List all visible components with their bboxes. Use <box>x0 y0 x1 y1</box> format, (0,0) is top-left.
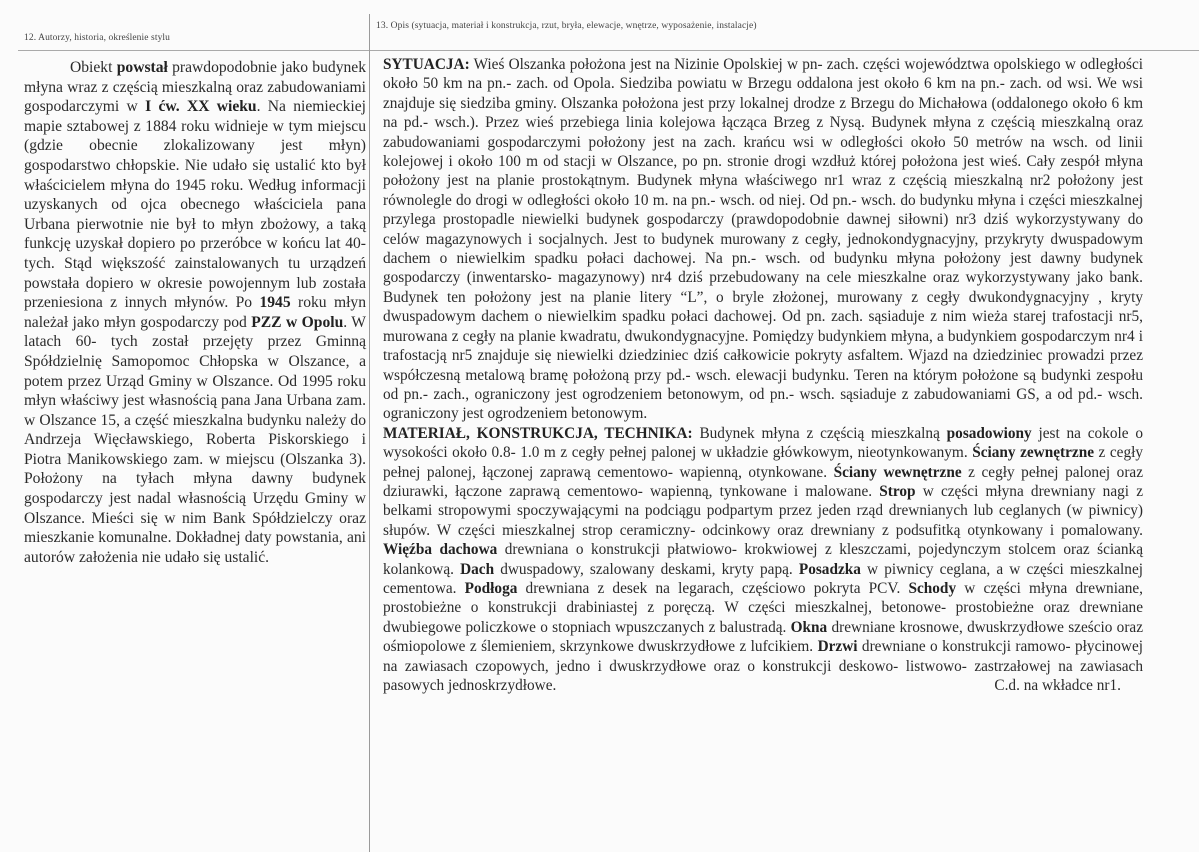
text-run: drewniane o konstrukcji ramowo- płycinowej na zawiasach czopowych, jedno i dwuskrzydłowe oraz o konstrukcji deskowo- listwowo- zastrzałowej na zawiasach pasowych jednoskrzydłowe. <box>383 638 1143 694</box>
bold-term: Więźba dachowa <box>383 541 498 559</box>
text-run: . Na niemieckiej mapie sztabowej z 1884 roku widnieje w tym miejscu (gdzie obecnie zlokalizowany jest młyn) gospodarstwo chłopskie. Nie udało się ustalić kto był właścicielem młyna do 1945 roku. Według informacji uzyskanych od ojca obecnego właściciela pana Urbana pierwotnie nie był to młyn zbożowy, a taką funkcję uzyskał dopiero po przeróbce w końcu lat 40- tych. Stąd większość zainstalowanych tu urządzeń powstała dopiero w okresie powojennym lub została przeniesiona z innych młynów. Po <box>24 98 366 312</box>
section-heading: MATERIAŁ, KONSTRUKCJA, TECHNIKA: <box>383 424 693 442</box>
right-section-header: 13. Opis (sytuacja, materiał i konstrukcja, rzut, bryła, elewacje, wnętrze, wyposażenie, instalacje) <box>376 21 757 31</box>
section-heading: SYTUACJA: <box>383 56 470 73</box>
text-run: z cegły pełnej palonej, łączonej zaprawą cementowo- wapienną, otynkowane. <box>383 444 1143 481</box>
history-section <box>24 58 366 567</box>
text-run: dwuspadowy, szalowany deskami, kryty papą. <box>494 560 799 578</box>
text-run: prawdopodobnie jako budynek młyna wraz z częścią mieszkalną oraz zabudowaniami gospodarczymi w <box>24 59 367 116</box>
bold-term: Schody <box>908 579 957 597</box>
bold-term: posadowiony <box>946 424 1032 442</box>
description-section <box>383 55 1143 696</box>
sytuacja-paragraph <box>383 55 1143 424</box>
bold-term: Posadzka <box>798 560 861 578</box>
text-run: w części młyna drewniane, prostobieżne o konstrukcji drabiniastej z poręczą. W części mieszkalnej, betonowe- prostobieżne oraz drewniane dwubiegowe policzkowe o stopniach wpuszczanych z balustradą. <box>383 579 1144 636</box>
bold-term: I ćw. XX wieku <box>145 98 257 116</box>
text-run: drewniana z desek na legarach, częściowo pokryta PCV. <box>517 579 909 597</box>
bold-term: Ściany zewnętrzne <box>972 444 1094 462</box>
text-run: jest na cokole o wysokości około 0.8- 1.0 m z cegły pełnej palonej w układzie główkowym, nieotynkowanym. <box>383 424 1143 462</box>
text-run: drewniane krosnowe, dwuskrzydłowe sześcio oraz ośmiopolowe z ślemieniem, skrzynkowe dwuskrzydłowe z lufcikiem. <box>383 618 1144 656</box>
bold-term: Okna <box>790 618 828 636</box>
text-run: w części młyna drewniany nagi z belkami stropowymi spoczywającymi na podciągu podpartym przez jeden rząd drewnianych lub ceglanych (w piwnicy) słupów. W części mieszkalnej strop ceramiczny- odcinkowy oraz drewniany z podsufitką otynkowany i pomalowany. <box>383 482 1143 539</box>
column-divider <box>369 14 370 852</box>
text-run: drewniana o konstrukcji płatwiowo- krokwiowej z kleszczami, pojedynczym stolcem oraz ścianką kolankową. <box>383 541 1143 578</box>
bold-term: Ściany wewnętrzne <box>833 463 962 481</box>
right-header-divider <box>370 50 1199 51</box>
bold-term: Dach <box>460 560 495 578</box>
bold-term: Podłoga <box>464 579 518 597</box>
text-run: Obiekt <box>70 59 117 76</box>
bold-term: Strop <box>879 482 916 500</box>
text-run: w piwnicy ceglana, a w części mieszkalnej cementowa. <box>383 560 1143 597</box>
material-paragraph <box>383 424 1143 696</box>
text-run: Budynek młyna z częścią mieszkalną <box>692 424 947 442</box>
bold-term: PZZ w Opolu <box>251 313 344 331</box>
left-section-header: 12. Autorzy, historia, określenie stylu <box>24 33 171 43</box>
history-paragraph <box>24 58 366 567</box>
text-run: . W latach 60- tych został przejęty przez Gminną Spółdzielnię Samopomoc Chłopska w Olszance, a potem przez Urząd Gminy w Olszance. Od 1995 roku młyn właściwy jest własnością pana Jana Urbana zam. w Olszance 15, a część mieszkalna budynku należy do Andrzeja Więcławskiego, Roberta Piskorskiego i Piotra Manikowskiego zam. w miejscu (Olszanka 3). Położony na tyłach młyna dawny budynek gospodarczy jest nadal własnością Urzędu Gminy w Olszance. Mieści się w nim Bank Spółdzielczy oraz mieszkanie komunalne. Dokładnej daty powstania, ani autorów założenia nie udało się ustalić. <box>24 313 366 566</box>
text-run: z cegły pełnej palonej oraz dziurawki, łączone zaprawą cementowo- wapienną, tynkowane i malowane. <box>383 463 1143 500</box>
continuation-note: C.d. na wkładce nr1. <box>994 677 1121 695</box>
bold-term: 1945 <box>259 294 291 312</box>
text-run: Wieś Olszanka położona jest na Nizinie Opolskiej w pn- zach. części województwa opolskiego w odległości około 50 km na pn.- zach. od Opola. Siedziba powiatu w Brzegu oddalona jest około 6 km na pn.- zach. od wsi. We wsi znajduje się siedziba gminy. Olszanka położona jest przy lokalnej drodze z Brzegu do Michałowa (oddalonego około 6 km na pd.- wsch.). Przez wieś przebiega linia kolejowa łącząca Brzeg z Nysą. Budynek młyna z częścią mieszkalną oraz zabudowaniami gospodarczymi położony jest na zach. krańcu wsi w odległości około 50 metrów na wsch. od linii kolejowej i około 100 m od stacji w Olszance, po pn. stronie drogi wzdłuż której położona jest wieś. Cały zespół młyna położony jest na planie prostokątnym. Budynek młyna właściwego nr1 wraz z częścią mieszkalną nr2 położony jest równolegle do drogi w odległości około 10 m. na pn.- wsch. od niej. Od pn.- wsch. do budynku młyna i części mieszkalnej przylega prostopadle niewielki budynek gospodarczy (prawdopodobnie dawnej siłowni) nr3 dziś wykorzystywany do celów magazynowych i socjalnych. Jest to budynek murowany z cegły, jednokondygnacyjny, przykryty dwuspadowym dachem o niewielkim spadku połaci dachowej. Na pn.- wsch. od budynku młyna położony jest dawny budynek gospodarczy (inwentarsko- magazynowy) nr4 dziś przebudowany na cele mieszkalne oraz wykorzystywany jako bank. Budynek ten położony jest na planie litery “L”, o bryle złożonej, murowany z cegły dwukondygnacyjny , kryty dwuspadowym dachem o niewielkim spadku połaci dachowej. Od pn. zach. sąsiaduje z nim wieża starej trafostacji nr5, murowana z cegły na planie kwadratu, dwukondygnacyjne. Pomiędzy budynkiem młyna, a budynkiem gospodarczym nr4 i trafostacją nr5 znajduje się niewielki dziedziniec dziś całkowicie pokryty asfaltem. Wjazd na dziedziniec prowadzi przez współczesną metalową bramę położoną przy pd.- wsch. elewacji budynku. Teren na którym położone są budynki zespołu od pn.- zach., ograniczony jest ogrodzeniem betonowym, od pn.- wsch. sąsiaduje z zabudowaniami GS, a od pd.- wsch. ograniczony jest ogrodzeniem betonowym. <box>383 56 1143 423</box>
text-run: roku młyn należał jako młyn gospodarczy pod <box>24 294 367 331</box>
bold-term: Drzwi <box>817 638 858 656</box>
left-header-divider <box>18 50 370 51</box>
bold-term: powstał <box>116 59 168 76</box>
